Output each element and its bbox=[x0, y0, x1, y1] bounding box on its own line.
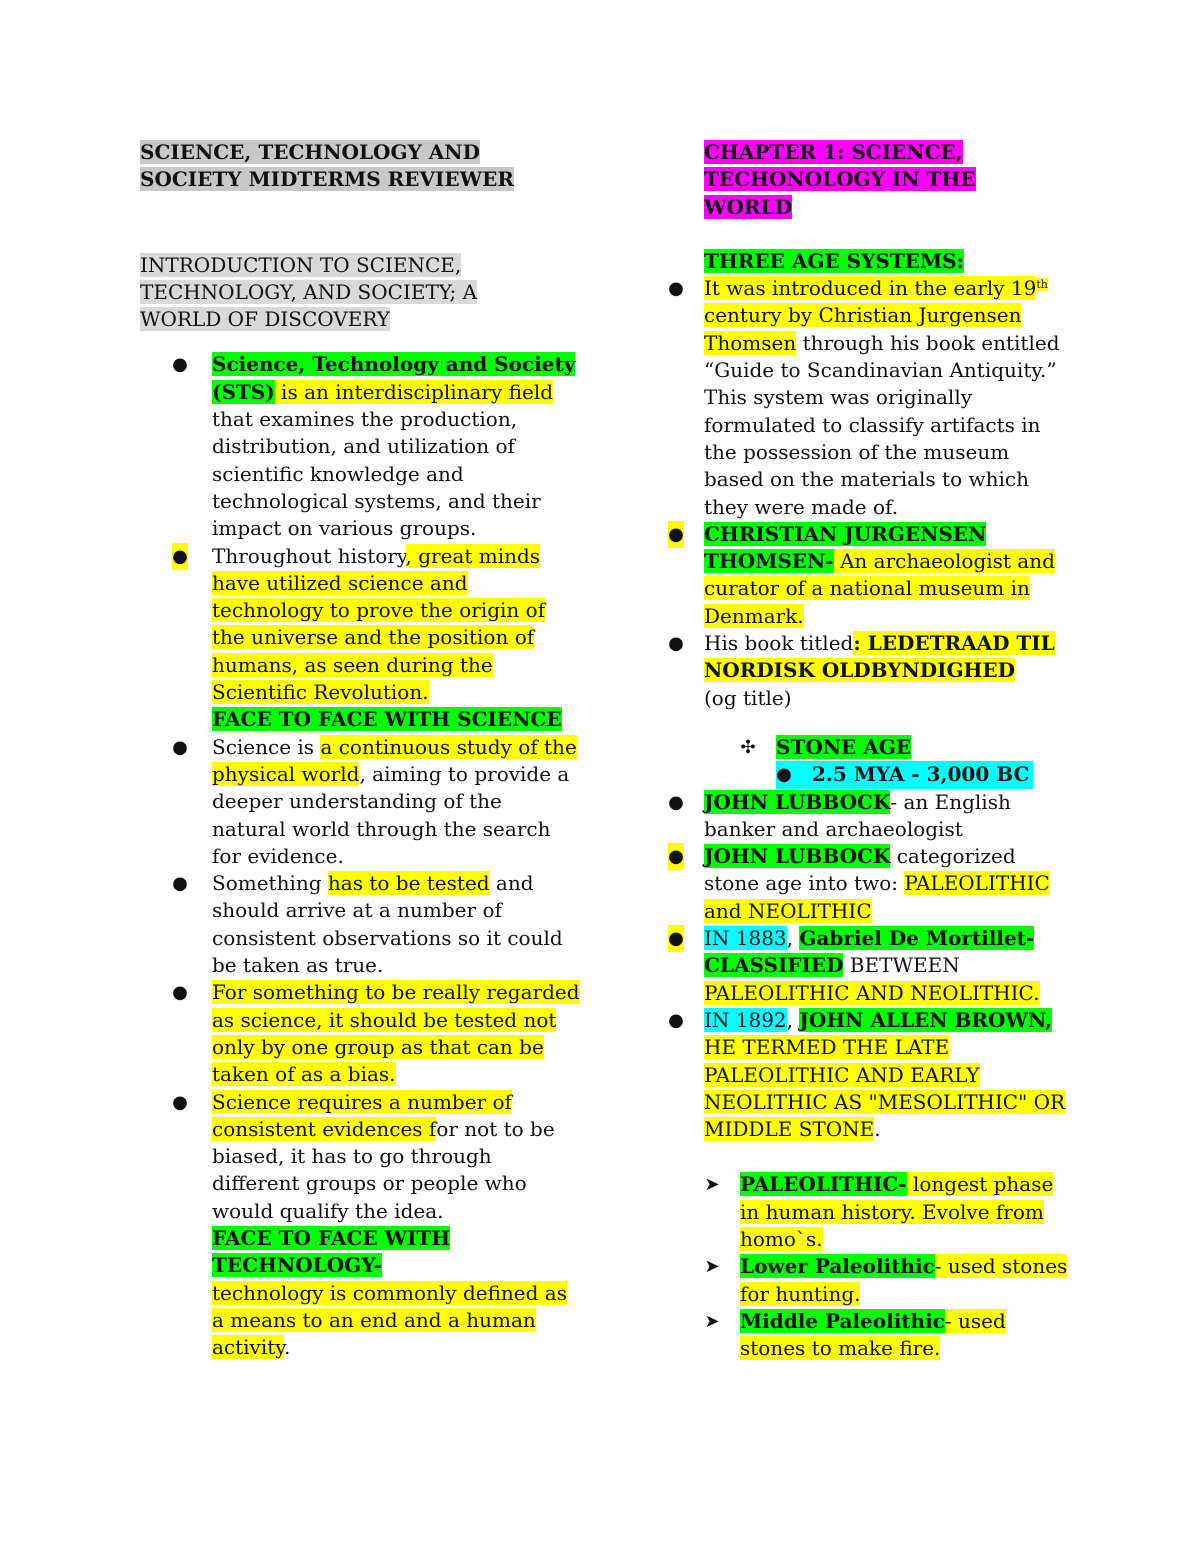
arrowhead-icon: ➤ bbox=[704, 1256, 720, 1278]
list-item bbox=[140, 979, 580, 1088]
text-span: - used stones to make fire. bbox=[740, 1308, 1006, 1361]
text-span: Gabriel De Mortillet- CLASSIFIED bbox=[704, 926, 1035, 978]
list-item bbox=[668, 521, 1074, 630]
text-span: Throughout history bbox=[212, 543, 406, 568]
arrowhead-icon: ➤ bbox=[704, 1310, 720, 1332]
text-span: STONE AGE bbox=[776, 734, 912, 759]
text-span: Science requires a number of consistent evidences f bbox=[212, 1089, 512, 1141]
chapter-line-1: CHAPTER 1: SCIENCE, bbox=[704, 140, 963, 164]
text-span: For something to be really regarded as science, it should be tested not only by one group as that can be taken of as a bias. bbox=[212, 980, 580, 1087]
list-item bbox=[140, 543, 580, 734]
heading-face-to-face-tech-1: FACE TO FACE WITH bbox=[212, 1225, 451, 1250]
doc-title-line-1: SCIENCE, TECHNOLOGY AND bbox=[140, 140, 480, 164]
heading-face-to-face-tech-2: TECHNOLOGY- bbox=[212, 1253, 382, 1278]
text-span: PALEOLITHIC- bbox=[740, 1172, 907, 1197]
sts-term: Science, Technology and Society (STS) bbox=[212, 352, 576, 404]
text-span: Lower Paleolithic bbox=[740, 1254, 935, 1279]
bullet-icon: ● bbox=[668, 925, 684, 952]
text-span: that examines the production, distribution, and utilization of scientific knowledge and technological systems, and their impact on various groups. bbox=[212, 407, 541, 541]
text-span: PALEOLITHIC and NEOLITHIC bbox=[704, 871, 1050, 923]
intro-line-1: INTRODUCTION TO SCIENCE, bbox=[140, 252, 462, 277]
text-span: CHRISTIAN JURGENSEN THOMSEN- bbox=[704, 521, 987, 574]
list-item bbox=[140, 351, 580, 542]
text-span: - used stones for hunting. bbox=[740, 1254, 1068, 1306]
bullet-icon: ● bbox=[668, 843, 684, 870]
text-span: and should arrive at a number of consistent observations so it could be taken as true. bbox=[212, 871, 563, 978]
text-span: th bbox=[1036, 277, 1048, 291]
chapter-heading bbox=[704, 139, 1074, 221]
text-span: JOHN ALLEN BROWN, bbox=[799, 1007, 1052, 1032]
doc-title-line-2: SOCIETY MIDTERMS REVIEWER bbox=[140, 167, 514, 192]
text-span: - an English banker and archaeologist bbox=[704, 789, 1011, 841]
text-span: Science is bbox=[212, 734, 321, 759]
list-item bbox=[668, 1007, 1074, 1143]
bullet-icon: ● bbox=[172, 1091, 188, 1113]
list-item bbox=[668, 789, 1074, 844]
chapter-line-2: TECHONOLOGY IN THE bbox=[704, 167, 976, 192]
list-item bbox=[140, 734, 580, 870]
bullet-icon: ● bbox=[668, 791, 684, 813]
text-span: IN 1892 bbox=[704, 1007, 787, 1032]
text-span: JOHN LUBBOCK bbox=[704, 844, 891, 869]
text-span: JOHN LUBBOCK bbox=[704, 789, 891, 814]
text-span: is an bbox=[274, 379, 336, 404]
text-span: , aiming to provide a deeper understanding of the natural world through the search for evidence. bbox=[212, 761, 570, 868]
lower-paleolithic-item bbox=[704, 1253, 1074, 1308]
section-heading-intro bbox=[140, 252, 580, 334]
text-span: categorized stone age into two: bbox=[704, 844, 1016, 896]
text-span: HE TERMED THE LATE PALEOLITHIC AND EARLY NEOLITHIC AS "MESOLITHIC" OR MIDDLE STONE bbox=[704, 1035, 1066, 1142]
text-span: : LEDETRAAD TIL NORDISK OLDBYNDIGHED bbox=[704, 631, 1055, 683]
text-span: THREE AGE SYSTEMS: bbox=[704, 248, 964, 273]
text-span: a continuous study of the physical world bbox=[212, 734, 577, 786]
text-span: . bbox=[283, 1335, 291, 1360]
text-span: BETWEEN bbox=[843, 953, 960, 978]
bullet-icon: ● bbox=[668, 1009, 684, 1031]
bullet-icon: ● bbox=[172, 982, 188, 1004]
text-span: through his book entitled “Guide to Scandinavian Antiquity.” This system was originally formulated to classify artifacts in the possession of the museum based on the materials to which they were made of. bbox=[704, 330, 1060, 519]
right-column bbox=[668, 139, 1074, 1362]
list-item bbox=[140, 1089, 580, 1362]
text-span: Middle Paleolithic bbox=[740, 1308, 945, 1333]
text-span: IN 1883 bbox=[704, 926, 787, 951]
intro-bullet-list bbox=[140, 351, 580, 1361]
stone-age-item bbox=[740, 734, 1074, 761]
list-item bbox=[668, 275, 1074, 521]
bullet-icon: ● bbox=[172, 543, 188, 570]
mya-item bbox=[776, 761, 1033, 788]
bullet-icon: ● bbox=[668, 278, 684, 300]
text-span: An archaeologist and curator of a national museum in Denmark. bbox=[704, 549, 1055, 628]
text-span: 2.5 MYA - 3,000 BC bbox=[812, 762, 1030, 787]
four-point-star-icon: ✣ bbox=[740, 736, 756, 758]
text-span: technology is commonly defined as a means to an end and a human activity bbox=[212, 1280, 567, 1360]
text-span: has to be tested bbox=[327, 871, 490, 896]
text-span: , bbox=[786, 1007, 800, 1032]
text-span: It was introduced in the early 19 bbox=[704, 276, 1037, 301]
left-column bbox=[140, 139, 580, 1361]
bullet-icon: ● bbox=[668, 633, 684, 655]
text-span: PALEOLITHIC AND NEOLITHIC. bbox=[704, 980, 1040, 1005]
text-span: Something bbox=[212, 871, 328, 896]
text-span: , great minds have utilized science and technology to prove the origin of the universe and the position of humans, as seen during the Scientific Revolution. bbox=[212, 543, 546, 705]
paleolithic-item bbox=[704, 1171, 1074, 1253]
middle-paleolithic-item bbox=[704, 1308, 1074, 1363]
bullet-icon: ● bbox=[172, 873, 188, 895]
text-span: century by Christian Jurgensen Thomsen bbox=[704, 303, 1022, 355]
doc-title bbox=[140, 139, 580, 194]
list-item bbox=[668, 925, 1074, 1007]
text-span: or not to be biased, it has to go through different groups or people who would qualify the idea. bbox=[212, 1116, 555, 1223]
text-span: longest phase in human history. Evolve from homo`s. bbox=[740, 1172, 1054, 1251]
chapter-line-3: WORLD bbox=[704, 194, 792, 219]
bullet-icon: ● bbox=[172, 736, 188, 758]
list-item bbox=[140, 870, 580, 979]
list-item bbox=[668, 630, 1074, 712]
bullet-icon: ● bbox=[668, 521, 684, 548]
text-span: . bbox=[874, 1117, 881, 1142]
arrowhead-icon: ➤ bbox=[704, 1174, 720, 1196]
stone-age-list bbox=[668, 789, 1074, 1144]
text-span: , bbox=[786, 926, 800, 951]
three-age-heading bbox=[704, 248, 1074, 275]
intro-line-3: WORLD OF DISCOVERY bbox=[140, 307, 390, 332]
intro-line-2: TECHNOLOGY, AND SOCIETY; A bbox=[140, 279, 478, 304]
heading-face-to-face-science: FACE TO FACE WITH SCIENCE bbox=[212, 707, 562, 732]
text-span: interdisciplinary field bbox=[335, 379, 554, 404]
text-span: (og title) bbox=[704, 685, 792, 710]
bullet-icon: ● bbox=[776, 764, 792, 786]
text-span: His book titled bbox=[704, 631, 854, 656]
list-item bbox=[668, 843, 1074, 925]
bullet-icon: ● bbox=[172, 354, 188, 376]
three-age-list bbox=[668, 275, 1074, 712]
